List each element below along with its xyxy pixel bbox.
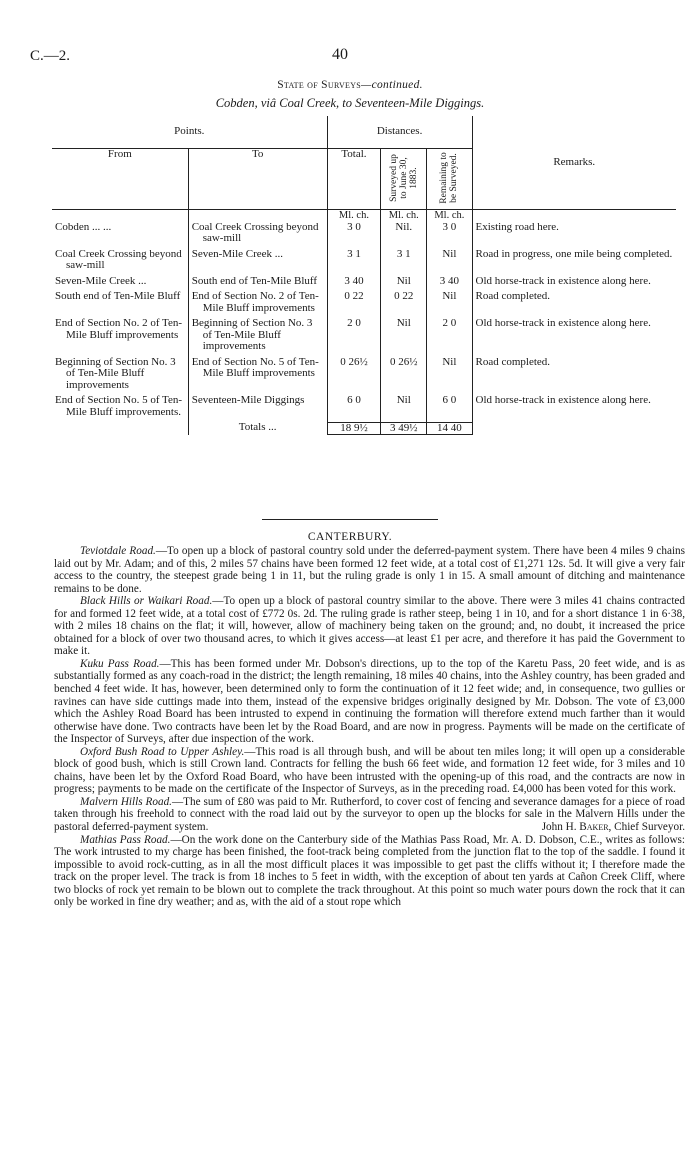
header-remarks: Remarks. — [472, 116, 676, 210]
cell-remaining: Nil — [427, 291, 472, 318]
cell-to: South end of Ten-Mile Bluff — [188, 276, 327, 292]
cell-surveyed: Nil. — [381, 222, 427, 249]
table-row — [52, 276, 676, 292]
cell-remaining: 3 40 — [427, 276, 472, 292]
unit-remaining: Ml. ch. — [427, 210, 472, 222]
paragraph-lead: Mathias Pass Road. — [80, 833, 171, 846]
header-surveyed — [381, 149, 427, 210]
cell-remaining: 6 0 — [427, 395, 472, 422]
table-row — [52, 395, 676, 422]
cell-surveyed: 0 22 — [381, 291, 427, 318]
cell-from: Cobden ... ... — [55, 220, 112, 233]
paragraph — [54, 658, 685, 746]
cell-remaining: Nil — [427, 249, 472, 276]
paragraph-lead: Black Hills or Waikari Road. — [80, 595, 213, 608]
unit-to — [188, 210, 327, 222]
cell-remarks: Road in progress, one mile being completed. — [472, 249, 676, 276]
table-body — [52, 222, 676, 423]
unit-surveyed: Ml. ch. — [381, 210, 427, 222]
cell-to: Seven-Mile Creek ... — [188, 249, 327, 276]
cell-to: Beginning of Section No. 3 of Ten-Mile Bluff improvements — [188, 318, 327, 357]
cell-remarks: Road completed. — [472, 357, 676, 396]
header-to: To — [188, 149, 327, 210]
signature-first: John H. — [541, 821, 577, 834]
page-number: 40 — [332, 46, 348, 63]
paragraph-lead: Oxford Bush Road to Upper Ashley. — [80, 745, 245, 758]
paragraph-lead: Teviotdale Road. — [80, 545, 156, 557]
totals-surveyed: 3 49½ — [381, 422, 427, 435]
paragraph-text: —On the work done on the Canterbury side of the Mathias Pass Road, Mr. A. D. Dobson, C.E., writes as follows: The work intrusted to my charge has been finished, the foot-track being completed from the junction flat to the top of the saddle. I found it impossible to avoid rock-cutting, as in all the most difficult places it was impossible to get past the cliffs without it; I therefore made the track on the proper level. The track is from 18 inches to 5 feet in width, with the exception of about ten yards at Cañon Creek Cliff, where two blocks of rock yet remain to be blown out to complete the track throughout. At this point so much water pours down the rock that it can only be worked in fine dry weather; and as, with the aid of a stout rope which — [54, 833, 685, 909]
table-row — [52, 222, 676, 249]
cell-to: Seventeen-Mile Diggings — [188, 395, 327, 422]
cell-total: 3 0 — [327, 222, 381, 249]
cell-total: 6 0 — [327, 395, 381, 422]
header-points: Points. — [52, 116, 327, 149]
paragraph — [54, 746, 685, 796]
cell-from: South end of Ten-Mile Bluff — [55, 290, 181, 302]
totals-label: Totals ... — [188, 422, 327, 435]
totals-spacer — [52, 422, 188, 435]
paragraph-lead: Kuku Pass Road. — [80, 657, 160, 670]
totals-remarks — [472, 422, 676, 435]
cell-surveyed: Nil — [381, 276, 427, 292]
totals-remaining: 14 40 — [427, 422, 472, 435]
section-divider — [262, 519, 438, 520]
header-distances: Distances. — [327, 116, 472, 149]
title-main: State of Surveys — [277, 79, 362, 91]
cell-total: 2 0 — [327, 318, 381, 357]
cell-total: 3 1 — [327, 249, 381, 276]
paragraph-text: —This has been formed under Mr. Dobson's directions, up to the top of the Karetu Pass, 20 feet wide, and is as substantially formed as any coach-road in the district; the length remaining, 18 miles 40 chains, into the Ashley country, has been graded and benched 4 feet wide. It has, however, been determined only to form the continuation of it 12 feet wide; and, in consequence, two gullies or ravines can have side cuttings made into them, instead of the expensive bridges originally designed by Mr. Dobson. The vote of £3,000 which the Ashley Road Board has been intrusted to expend in continuing the formation will therefore extend much farther than it would otherwise have done. Two contracts have been let by the Road Board, and are now in progress. Payments will be made on the certificate of the Inspector of Surveys, after due inspection of the work. — [54, 657, 685, 746]
header-from: From — [52, 149, 188, 210]
cell-surveyed: Nil — [381, 395, 427, 422]
cell-remaining: Nil — [427, 357, 472, 396]
cell-surveyed: 3 1 — [381, 249, 427, 276]
cell-surveyed: Nil — [381, 318, 427, 357]
table-row — [52, 291, 676, 318]
table-row — [52, 357, 676, 396]
paragraph — [54, 595, 685, 658]
signature-surname: Baker — [579, 821, 609, 834]
signature — [516, 821, 685, 834]
unit-remarks — [472, 210, 676, 222]
paragraph-lead: Malvern Hills Road. — [80, 795, 172, 808]
paragraph — [54, 545, 685, 595]
header-total: Total. — [327, 149, 381, 210]
paragraph-text: —To open up a block of pastoral country similar to the above. There were 3 miles 41 chains contracted for and formed 12 feet wide, at a total cost of £772 0s. 2d. The ruling grade is rather steep, being 1 in 10, and for a short distance 1 in 6·38, with 2 miles 18 chains on the flat; it will, however, allow of machinery being taken on the ground; and, no doubt, it increased the price obtained for a block of over two thousand acres, to which it gives access—at least £1 per acre, and therefore it has paid the Government to make it. — [54, 595, 685, 658]
cell-remaining: 3 0 — [427, 222, 472, 249]
cell-total: 0 22 — [327, 291, 381, 318]
cell-remarks: Existing road here. — [472, 222, 676, 249]
cell-from: Seven-Mile Creek ... — [55, 274, 147, 287]
paragraph-text: —This road is all through bush, and will be about ten miles long; it will open up a considerable block of good bush, which is still Crown land. Contracts for felling the bush 66 feet wide, and formation 12 feet wide, for 3 miles and 10 chains, have been let by the Oxford Road Board, who have been intrusted with the opening-up of this road, and the contracts are now in progress; payments to be made on the certificate of the Inspector of Surveys, as in the preceding road. £4,000 has been voted for this work. — [54, 745, 685, 796]
cell-to: End of Section No. 5 of Ten-Mile Bluff improvements — [188, 357, 327, 396]
cell-remarks: Road completed. — [472, 291, 676, 318]
route-title: Cobden, viâ Coal Creek, to Seventeen-Mile Diggings. — [215, 96, 485, 110]
cell-from: Beginning of Section No. 3 of Ten-Mile Bluff improvements — [55, 355, 176, 391]
cell-to: Coal Creek Crossing beyond saw-mill — [188, 222, 327, 249]
header-remaining-text: Remaining to be Surveyed. — [439, 152, 460, 204]
section-body — [54, 545, 685, 909]
cell-remarks: Old horse-track in existence along here. — [472, 395, 676, 422]
cell-surveyed: 0 26½ — [381, 357, 427, 396]
document-reference: C.—2. — [30, 48, 71, 64]
totals-row — [52, 422, 676, 435]
cell-from: Coal Creek Crossing beyond saw-mill — [55, 247, 182, 271]
paragraph — [54, 834, 685, 909]
units-row — [52, 210, 676, 222]
surveys-table — [52, 116, 676, 435]
table-row — [52, 318, 676, 357]
section-heading: CANTERBURY. — [307, 531, 393, 543]
paragraph-text: —The sum of £80 was paid to Mr. Rutherford, to cover cost of fencing and severance damages for a piece of road taken through his freehold to connect with the road laid out by the surveyor to open up the blocks for sale in the Malvern Hills under the pastoral deferred-payment system. — [54, 795, 685, 834]
header-row-groups — [52, 116, 676, 149]
cell-to: End of Section No. 2 of Ten-Mile Bluff improvements — [188, 291, 327, 318]
signature-role: , Chief Surveyor. — [608, 821, 685, 834]
title-suffix: —continued. — [361, 79, 423, 91]
cell-from: End of Section No. 2 of Ten-Mile Bluff improvements — [55, 317, 183, 341]
cell-from: End of Section No. 5 of Ten-Mile Bluff improvements. — [55, 394, 183, 418]
unit-from — [52, 210, 188, 222]
cell-remarks: Old horse-track in existence along here. — [472, 276, 676, 292]
cell-total: 0 26½ — [327, 357, 381, 396]
page-title — [0, 79, 700, 91]
paragraph-text: —To open up a block of pastoral country sold under the deferred-payment system. There have been 4 miles 9 chains laid out by Mr. Adam; and of this, 2 miles 57 chains have been formed 12 feet wide, at a total cost of £1,271 12s. 5d. It will give a very fair access to the country, the steepest grade being 1 in 11, but the ruling grade is only 1 in 15. A small amount of ditching and maintenance remains to be done. — [54, 545, 686, 595]
cell-remaining: 2 0 — [427, 318, 472, 357]
header-remaining — [427, 149, 472, 210]
unit-total: Ml. ch. — [327, 210, 381, 222]
totals-total: 18 9½ — [327, 422, 381, 435]
header-surveyed-text: Surveyed up to June 30, 1883. — [388, 154, 419, 202]
cell-remarks: Old horse-track in existence along here. — [472, 318, 676, 357]
paragraph — [54, 796, 685, 834]
cell-total: 3 40 — [327, 276, 381, 292]
table-row — [52, 249, 676, 276]
